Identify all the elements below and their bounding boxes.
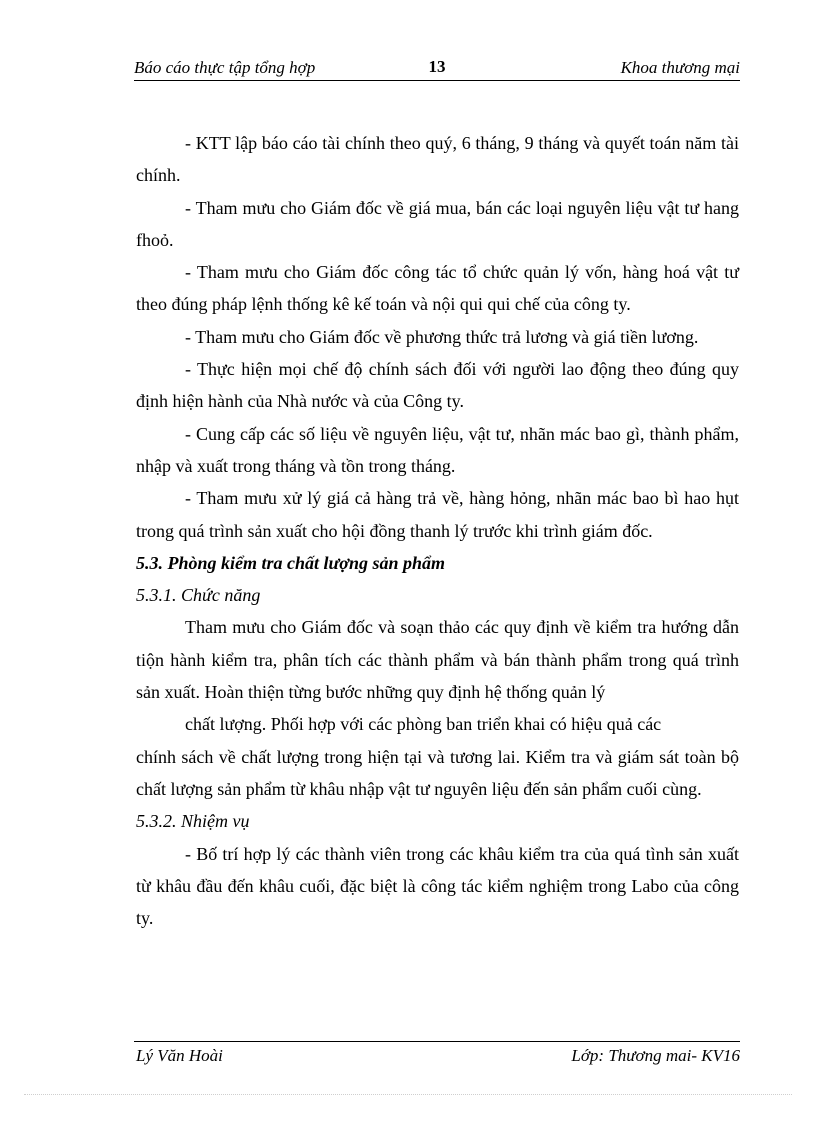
page-footer [134,1041,740,1065]
paragraph-6: - Cung cấp các số liệu về nguyên liệu, vật tư, nhãn mác bao gì, thành phẩm, nhập và xuất trong tháng và tồn trong tháng. [136,423,739,476]
paragraph-2: - Tham mưu cho Giám đốc về giá mua, bán các loại nguyên liệu vật tư hang fhoỏ. [136,197,739,250]
footer-author: Lý Văn Hoài [136,1046,223,1065]
paragraph-5: - Thực hiện mọi chế độ chính sách đối với người lao động theo đúng quy định hiện hành của Nhà nước và của Công ty. [136,359,739,412]
page-header [134,56,740,81]
page-bottom-divider [24,1094,792,1095]
page-number: 13 [428,57,446,76]
footer-class: Lớp: Thương mai- KV16 [571,1046,740,1065]
paragraph-1: - KTT lập báo cáo tài chính theo quý, 6 tháng, 9 tháng và quyết toán năm tài chính. [136,133,739,186]
paragraph-7: - Tham mưu xử lý giá cả hàng trả về, hàng hỏng, nhãn mác bao bì hao hụt trong quá trình sản xuất cho hội đồng thanh lý trước khi trình giám đốc. [136,488,739,541]
paragraph-10: - Bố trí hợp lý các thành viên trong các khâu kiểm tra của quá tình sản xuất từ khâu đầu đến khâu cuối, đặc biệt là công tác kiểm nghiệm trong Labo của công ty. [136,843,739,929]
paragraph-8: Tham mưu cho Giám đốc và soạn thảo các quy định về kiểm tra hướng dẫn tiộn hành kiểm tra, phân tích các thành phẩm và bán thành phẩm trong quá trình sản xuất. Hoàn thiện từng bước những quy định hệ thống quản lý [136,617,739,703]
paragraph-9-line-1: chất lượng. Phối hợp với các phòng ban triển khai có hiệu quả các [185,714,662,735]
header-report-title: Báo cáo thực tập tổng hợp [134,58,316,77]
paragraph-9-rest: chính sách về chất lượng trong hiện tại và tương lai. Kiểm tra và giám sát toàn bộ chất lượng sản phẩm từ khâu nhập vật tư nguyên liệu đến sản phẩm cuối cùng. [136,746,739,799]
document-body [136,127,739,934]
subsection-heading-duties: 5.3.2. Nhiệm vụ [136,811,250,832]
subsection-heading-function: 5.3.1. Chức năng [136,585,261,606]
paragraph-4: - Tham mưu cho Giám đốc về phương thức trả lương và giá tiền lương. [185,326,699,347]
paragraph-3: - Tham mưu cho Giám đốc công tác tổ chức quản lý vốn, hàng hoá vật tư theo đúng pháp lệnh thống kê kế toán và nội qui qui chế của công ty. [136,262,739,315]
header-faculty: Khoa thương mại [620,58,740,77]
section-heading: 5.3. Phòng kiểm tra chất lượng sản phẩm [136,552,445,573]
